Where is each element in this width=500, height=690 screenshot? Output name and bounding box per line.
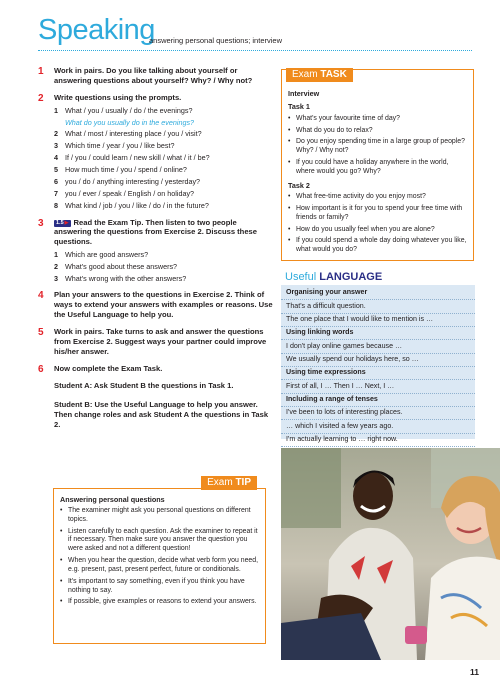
list-item: • How do you usually feel when you are alone? [288, 226, 469, 235]
language-phrase: First of all, I … Then I … Next, I … [281, 380, 475, 393]
list-item [54, 165, 274, 174]
exercise-instruction: Now complete the Exam Task. [54, 363, 163, 373]
exercise-instruction: Write questions using the prompts. [54, 92, 182, 102]
exercise-4 [38, 290, 274, 320]
exercise-instruction: Work in pairs. Take turns to ask and answer the questions from Exercise 2. Suggest ways your partner could improve his/her answer. [54, 326, 267, 356]
exercise-number: 1 [38, 66, 44, 77]
item-text: What's good about these answers? [65, 262, 178, 272]
item-number: 5 [54, 165, 58, 175]
language-category-heading: Using time expressions [281, 367, 475, 380]
exam-tip-heading: Answering personal questions [60, 495, 165, 504]
label-prefix: Exam [207, 477, 233, 488]
list-item: • What's your favourite time of day? [288, 115, 469, 124]
list-item: • The examiner might ask you personal questions on different topics. [60, 507, 260, 525]
language-phrase: … which I visited a few years ago. [281, 420, 475, 433]
exercise-number: 3 [38, 217, 44, 229]
exercise-2 [38, 93, 274, 211]
item-number: 1 [54, 250, 58, 260]
item-text: you / ever / speak / English / on holiday? [65, 189, 195, 199]
page-number: 11 [470, 667, 479, 677]
item-text: How much time / you / spend / online? [65, 165, 187, 175]
item-number: 4 [54, 153, 58, 163]
exam-tip-list [60, 507, 260, 610]
item-text: What kind / job / you / like / do / in the future? [65, 201, 209, 211]
item-number: 2 [54, 262, 58, 272]
list-item: • If possible, give examples or reasons to extend your answers. [60, 598, 260, 607]
list-item [54, 262, 274, 271]
item-text: What / most / interesting place / you / visit? [65, 129, 202, 139]
list-item: • How important is it for you to spend your free time with friends or family? [288, 205, 469, 223]
label-prefix: Useful [285, 271, 317, 283]
list-item: • What free-time activity do you enjoy most? [288, 193, 469, 202]
list-item: • It's important to say something, even if you think you have nothing to say. [60, 578, 260, 596]
list-item: • If you could have a holiday anywhere in the world, where would you go? Why? [288, 159, 469, 177]
item-text: What's wrong with the other answers? [65, 274, 187, 284]
item-text: What / you / usually / do / the evenings? [65, 105, 193, 115]
header-divider [38, 50, 472, 51]
item-number: 3 [54, 274, 58, 284]
exam-task-label [286, 68, 353, 82]
label-prefix: Exam [292, 69, 318, 80]
page-header [0, 0, 500, 62]
language-phrase: I've been to lots of interesting places. [281, 407, 475, 420]
instruction-text: Read the Exam Tip. Then listen to two people answering the questions from Exercise 2. Discuss these questions. [54, 217, 257, 247]
exam-task-box [281, 69, 474, 261]
exercise-instruction: Plan your answers to the questions in Exercise 2. Think of ways to extend your answers with examples or reasons. Use the Useful Language to help you. [54, 290, 273, 320]
language-phrase: I'm actually learning to … right now. [281, 434, 475, 447]
list-item [54, 201, 274, 210]
task-1-list [288, 115, 469, 177]
exam-task-content [288, 89, 469, 258]
exercise-instruction [54, 218, 274, 248]
task-2-list [288, 193, 469, 255]
list-item: • If you could spend a whole day doing whatever you like, what would you do? [288, 237, 469, 255]
item-number: 1 [54, 105, 58, 115]
item-text: you / do / anything interesting / yesterday? [65, 177, 201, 187]
students-photo-illustration [281, 448, 500, 660]
prompt-list [54, 106, 274, 211]
useful-language-title [281, 269, 475, 285]
exercise-5 [38, 327, 274, 357]
item-number: 3 [54, 141, 58, 151]
exam-tip-box [53, 477, 266, 644]
language-category-heading: Organising your answer [281, 287, 475, 300]
exercise-instruction: Work in pairs. Do you like talking about yourself or answering questions about yourself? Why? / Why not? [54, 66, 253, 85]
exercise-number: 6 [38, 363, 44, 375]
list-item: • Do you enjoy spending time in a large group of people? Why? / Why not? [288, 138, 469, 156]
list-item: • Listen carefully to each question. Ask the examiner to repeat it if necessary. Then make sure you answer the question you were asked and not a different question! [60, 528, 260, 554]
task-1-heading: Task 1 [288, 102, 310, 112]
exercise-1 [38, 66, 274, 86]
exercise-6 [38, 364, 274, 431]
exercise-number: 2 [38, 92, 44, 104]
question-list [54, 250, 274, 283]
language-category-heading: Including a range of tenses [281, 394, 475, 407]
list-item [54, 129, 274, 138]
exercise-3 [38, 218, 274, 284]
item-text: Which are good answers? [65, 250, 149, 260]
language-category-heading: Using linking words [281, 327, 475, 340]
task-2-heading: Task 2 [288, 180, 310, 190]
list-item [54, 274, 274, 283]
item-number: 8 [54, 201, 58, 211]
language-phrase: I don't play online games because … [281, 340, 475, 353]
exercise-number: 4 [38, 290, 44, 302]
exercises-column [38, 66, 274, 437]
list-item [54, 141, 274, 150]
student-a-instruction: Student A: Ask Student B the questions in Task 1. [54, 381, 234, 391]
exercise-number: 5 [38, 326, 44, 338]
students-photo [281, 448, 500, 660]
language-phrase: That's a difficult question. [281, 300, 475, 313]
item-number: 2 [54, 129, 58, 139]
page-subtitle: answering personal questions; interview [149, 36, 282, 45]
model-answer: What do you usually do in the evenings? [65, 117, 195, 127]
student-b-instruction: Student B: Use the Useful Language to help you answer. Then change roles and ask Student A the questions in Task 2. [54, 399, 269, 430]
useful-language-list [281, 287, 475, 460]
useful-language-box [281, 269, 475, 444]
audio-track-icon[interactable]: 1.5 ▶ [54, 220, 71, 227]
item-text: If / you / could learn / new skill / what / it / be? [65, 153, 210, 163]
list-item: • When you hear the question, decide what verb form you need, e.g. present, past, present perfect, future or conditionals. [60, 557, 260, 575]
list-item [54, 189, 274, 198]
item-number: 7 [54, 189, 58, 199]
item-text: Which time / year / you / like best? [65, 141, 175, 151]
list-item [54, 153, 274, 162]
list-item [54, 106, 274, 115]
label-emphasis: TASK [320, 69, 347, 80]
list-item [54, 177, 274, 186]
page-title: Speaking [38, 14, 155, 46]
exam-task-heading: Interview [288, 89, 320, 98]
list-item [54, 250, 274, 259]
label-emphasis: LANGUAGE [319, 271, 383, 283]
language-phrase: The one place that I would like to mention is … [281, 314, 475, 327]
language-phrase: We usually spend our holidays here, so … [281, 354, 475, 367]
list-item: • What do you do to relax? [288, 127, 469, 136]
label-emphasis: TIP [235, 477, 251, 488]
exam-tip-label [201, 476, 257, 490]
item-number: 6 [54, 177, 58, 187]
